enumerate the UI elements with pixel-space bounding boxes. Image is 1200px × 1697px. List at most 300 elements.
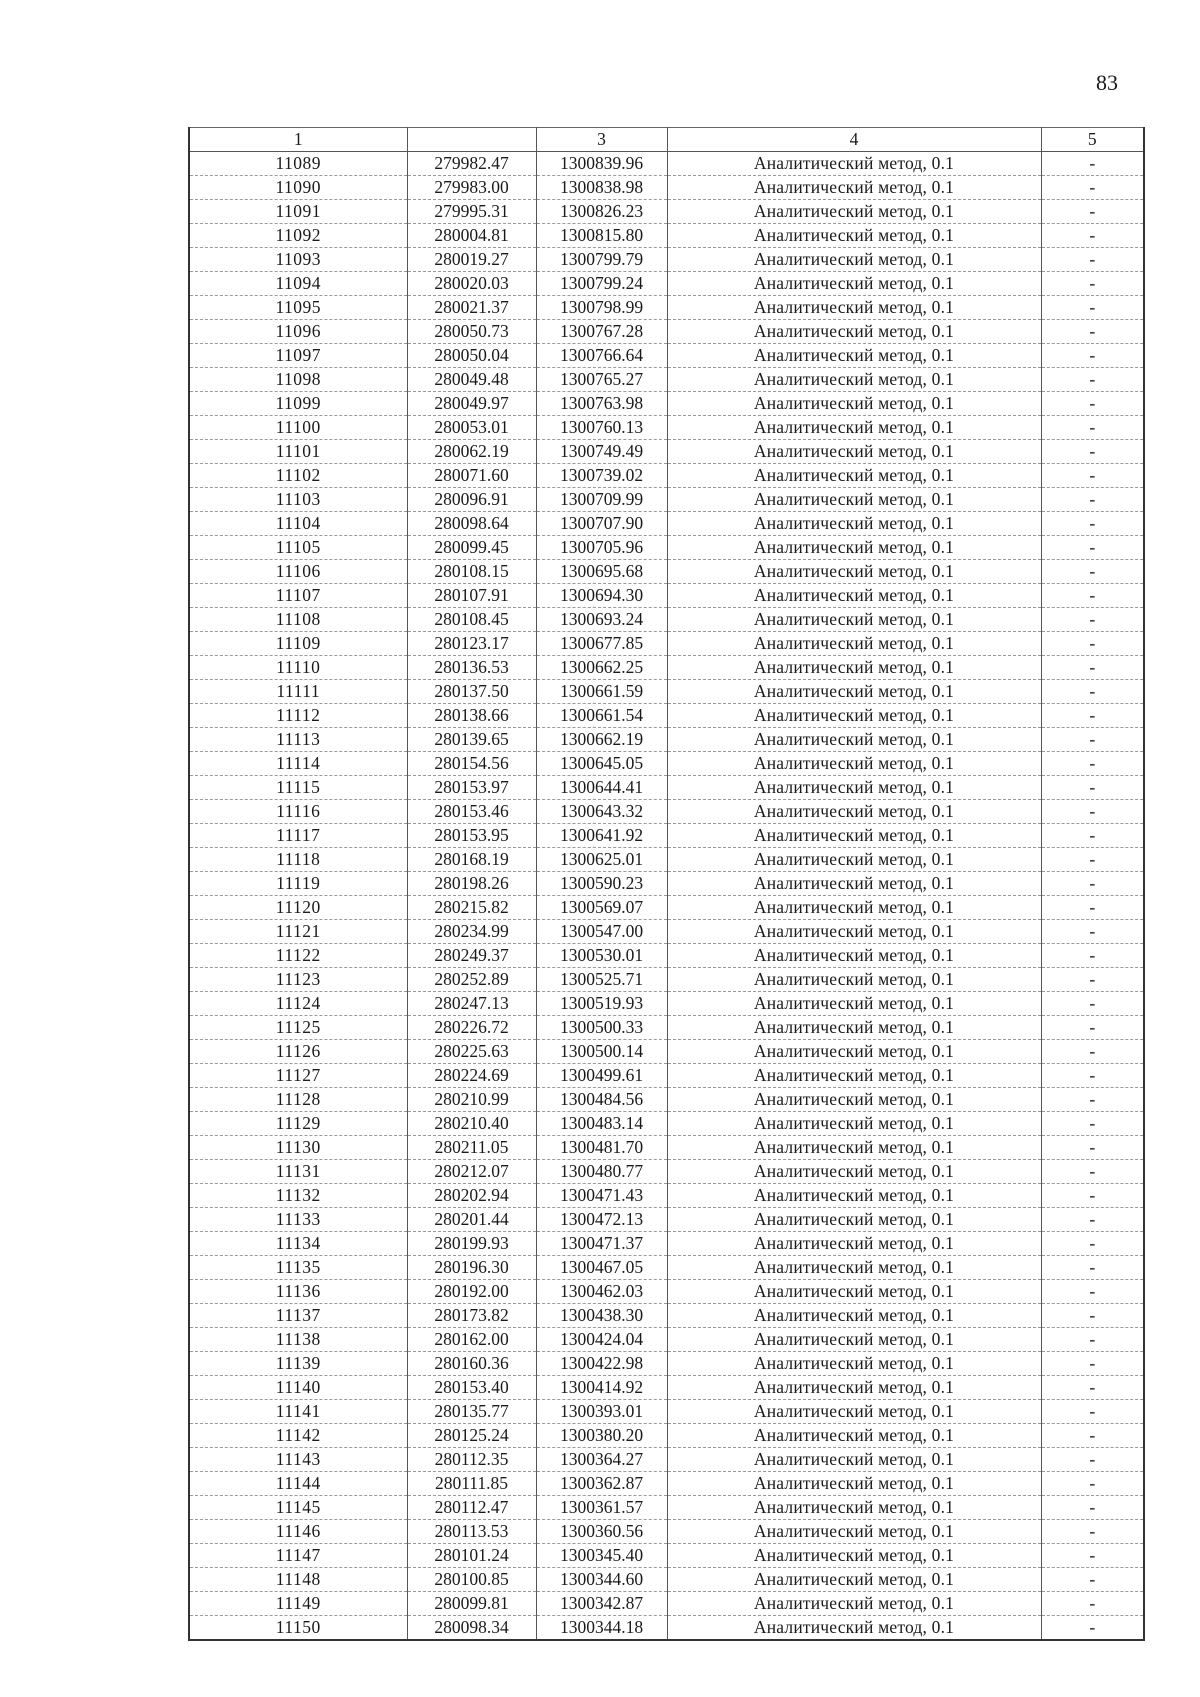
x-coordinate-cell: 280192.00	[407, 1280, 536, 1304]
x-coordinate-cell: 280153.95	[407, 824, 536, 848]
x-coordinate-cell: 279982.47	[407, 152, 536, 176]
y-coordinate-cell: 1300705.96	[536, 536, 667, 560]
y-coordinate-cell: 1300707.90	[536, 512, 667, 536]
x-coordinate-cell: 280019.27	[407, 248, 536, 272]
x-coordinate-cell: 280096.91	[407, 488, 536, 512]
y-coordinate-cell: 1300483.14	[536, 1112, 667, 1136]
y-coordinate-cell: 1300815.80	[536, 224, 667, 248]
note-cell: -	[1041, 1544, 1144, 1568]
note-cell: -	[1041, 296, 1144, 320]
point-id-cell: 11143	[189, 1448, 407, 1472]
x-coordinate-cell: 280139.65	[407, 728, 536, 752]
note-cell: -	[1041, 1112, 1144, 1136]
method-cell: Аналитический метод, 0.1	[667, 776, 1041, 800]
x-coordinate-cell: 280198.26	[407, 872, 536, 896]
table-row	[189, 536, 1144, 560]
note-cell: -	[1041, 248, 1144, 272]
method-cell: Аналитический метод, 0.1	[667, 248, 1041, 272]
point-id-cell: 11145	[189, 1496, 407, 1520]
method-cell: Аналитический метод, 0.1	[667, 896, 1041, 920]
table-row	[189, 992, 1144, 1016]
note-cell: -	[1041, 1520, 1144, 1544]
x-coordinate-cell: 280021.37	[407, 296, 536, 320]
x-coordinate-cell: 280252.89	[407, 968, 536, 992]
method-cell: Аналитический метод, 0.1	[667, 176, 1041, 200]
x-coordinate-cell: 280162.00	[407, 1328, 536, 1352]
y-coordinate-cell: 1300662.19	[536, 728, 667, 752]
table-row	[189, 800, 1144, 824]
point-id-cell: 11134	[189, 1232, 407, 1256]
table-row	[189, 1040, 1144, 1064]
y-coordinate-cell: 1300481.70	[536, 1136, 667, 1160]
y-coordinate-cell: 1300525.71	[536, 968, 667, 992]
y-coordinate-cell: 1300484.56	[536, 1088, 667, 1112]
method-cell: Аналитический метод, 0.1	[667, 1328, 1041, 1352]
method-cell: Аналитический метод, 0.1	[667, 632, 1041, 656]
table-row	[189, 1448, 1144, 1472]
method-cell: Аналитический метод, 0.1	[667, 368, 1041, 392]
y-coordinate-cell: 1300709.99	[536, 488, 667, 512]
x-coordinate-cell: 280224.69	[407, 1064, 536, 1088]
table-row	[189, 1496, 1144, 1520]
note-cell: -	[1041, 704, 1144, 728]
note-cell: -	[1041, 1424, 1144, 1448]
method-cell: Аналитический метод, 0.1	[667, 1616, 1041, 1641]
table-row	[189, 248, 1144, 272]
note-cell: -	[1041, 1304, 1144, 1328]
table-row	[189, 584, 1144, 608]
note-cell: -	[1041, 440, 1144, 464]
note-cell: -	[1041, 536, 1144, 560]
method-cell: Аналитический метод, 0.1	[667, 1040, 1041, 1064]
note-cell: -	[1041, 848, 1144, 872]
point-id-cell: 11149	[189, 1592, 407, 1616]
point-id-cell: 11111	[189, 680, 407, 704]
x-coordinate-cell: 280108.15	[407, 560, 536, 584]
x-coordinate-cell: 280111.85	[407, 1472, 536, 1496]
table-row	[189, 1088, 1144, 1112]
table-row	[189, 1568, 1144, 1592]
point-id-cell: 11150	[189, 1616, 407, 1641]
note-cell: -	[1041, 1088, 1144, 1112]
x-coordinate-cell: 280210.40	[407, 1112, 536, 1136]
method-cell: Аналитический метод, 0.1	[667, 1208, 1041, 1232]
table-row	[189, 200, 1144, 224]
y-coordinate-cell: 1300380.20	[536, 1424, 667, 1448]
method-cell: Аналитический метод, 0.1	[667, 1088, 1041, 1112]
table-row	[189, 1328, 1144, 1352]
method-cell: Аналитический метод, 0.1	[667, 1232, 1041, 1256]
method-cell: Аналитический метод, 0.1	[667, 464, 1041, 488]
note-cell: -	[1041, 272, 1144, 296]
x-coordinate-cell: 280199.93	[407, 1232, 536, 1256]
y-coordinate-cell: 1300839.96	[536, 152, 667, 176]
point-id-cell: 11136	[189, 1280, 407, 1304]
point-id-cell: 11128	[189, 1088, 407, 1112]
x-coordinate-cell: 280215.82	[407, 896, 536, 920]
method-cell: Аналитический метод, 0.1	[667, 752, 1041, 776]
y-coordinate-cell: 1300422.98	[536, 1352, 667, 1376]
point-id-cell: 11113	[189, 728, 407, 752]
point-id-cell: 11142	[189, 1424, 407, 1448]
table-row	[189, 944, 1144, 968]
y-coordinate-cell: 1300760.13	[536, 416, 667, 440]
method-cell: Аналитический метод, 0.1	[667, 1184, 1041, 1208]
x-coordinate-cell: 280123.17	[407, 632, 536, 656]
x-coordinate-cell: 280049.97	[407, 392, 536, 416]
table-row	[189, 1112, 1144, 1136]
y-coordinate-cell: 1300766.64	[536, 344, 667, 368]
method-cell: Аналитический метод, 0.1	[667, 536, 1041, 560]
x-coordinate-cell: 280173.82	[407, 1304, 536, 1328]
x-coordinate-cell: 280100.85	[407, 1568, 536, 1592]
x-coordinate-cell: 280112.35	[407, 1448, 536, 1472]
y-coordinate-cell: 1300344.60	[536, 1568, 667, 1592]
x-coordinate-cell: 280062.19	[407, 440, 536, 464]
method-cell: Аналитический метод, 0.1	[667, 224, 1041, 248]
point-id-cell: 11110	[189, 656, 407, 680]
table-row	[189, 848, 1144, 872]
x-coordinate-cell: 280050.73	[407, 320, 536, 344]
point-id-cell: 11108	[189, 608, 407, 632]
y-coordinate-cell: 1300499.61	[536, 1064, 667, 1088]
table-row	[189, 680, 1144, 704]
note-cell: -	[1041, 464, 1144, 488]
x-coordinate-cell: 280125.24	[407, 1424, 536, 1448]
y-coordinate-cell: 1300438.30	[536, 1304, 667, 1328]
method-cell: Аналитический метод, 0.1	[667, 392, 1041, 416]
point-id-cell: 11094	[189, 272, 407, 296]
table-row	[189, 176, 1144, 200]
header-col-5: 5	[1041, 128, 1144, 152]
method-cell: Аналитический метод, 0.1	[667, 608, 1041, 632]
note-cell: -	[1041, 512, 1144, 536]
y-coordinate-cell: 1300364.27	[536, 1448, 667, 1472]
point-id-cell: 11104	[189, 512, 407, 536]
note-cell: -	[1041, 1208, 1144, 1232]
method-cell: Аналитический метод, 0.1	[667, 1136, 1041, 1160]
point-id-cell: 11123	[189, 968, 407, 992]
table-row	[189, 1616, 1144, 1641]
x-coordinate-cell: 280211.05	[407, 1136, 536, 1160]
x-coordinate-cell: 280168.19	[407, 848, 536, 872]
x-coordinate-cell: 280153.40	[407, 1376, 536, 1400]
y-coordinate-cell: 1300344.18	[536, 1616, 667, 1641]
method-cell: Аналитический метод, 0.1	[667, 584, 1041, 608]
note-cell: -	[1041, 1376, 1144, 1400]
table-row	[189, 224, 1144, 248]
table-row	[189, 152, 1144, 176]
y-coordinate-cell: 1300749.49	[536, 440, 667, 464]
note-cell: -	[1041, 1184, 1144, 1208]
x-coordinate-cell: 280136.53	[407, 656, 536, 680]
note-cell: -	[1041, 1400, 1144, 1424]
y-coordinate-cell: 1300625.01	[536, 848, 667, 872]
table-row	[189, 320, 1144, 344]
table-row	[189, 896, 1144, 920]
method-cell: Аналитический метод, 0.1	[667, 872, 1041, 896]
method-cell: Аналитический метод, 0.1	[667, 1160, 1041, 1184]
y-coordinate-cell: 1300500.14	[536, 1040, 667, 1064]
note-cell: -	[1041, 488, 1144, 512]
x-coordinate-cell: 280160.36	[407, 1352, 536, 1376]
table-row	[189, 1304, 1144, 1328]
note-cell: -	[1041, 824, 1144, 848]
x-coordinate-cell: 280225.63	[407, 1040, 536, 1064]
method-cell: Аналитический метод, 0.1	[667, 848, 1041, 872]
y-coordinate-cell: 1300467.05	[536, 1256, 667, 1280]
method-cell: Аналитический метод, 0.1	[667, 1400, 1041, 1424]
table-row	[189, 920, 1144, 944]
table-row	[189, 1472, 1144, 1496]
note-cell: -	[1041, 1016, 1144, 1040]
point-id-cell: 11132	[189, 1184, 407, 1208]
method-cell: Аналитический метод, 0.1	[667, 344, 1041, 368]
table-row	[189, 1352, 1144, 1376]
table-row	[189, 752, 1144, 776]
note-cell: -	[1041, 1328, 1144, 1352]
header-col-4: 4	[667, 128, 1041, 152]
point-id-cell: 11127	[189, 1064, 407, 1088]
table-row	[189, 440, 1144, 464]
x-coordinate-cell: 280050.04	[407, 344, 536, 368]
method-cell: Аналитический метод, 0.1	[667, 1256, 1041, 1280]
point-id-cell: 11125	[189, 1016, 407, 1040]
x-coordinate-cell: 280247.13	[407, 992, 536, 1016]
y-coordinate-cell: 1300519.93	[536, 992, 667, 1016]
method-cell: Аналитический метод, 0.1	[667, 800, 1041, 824]
table-row	[189, 1400, 1144, 1424]
table-row	[189, 488, 1144, 512]
table-row	[189, 1208, 1144, 1232]
table-row	[189, 1016, 1144, 1040]
method-cell: Аналитический метод, 0.1	[667, 1352, 1041, 1376]
y-coordinate-cell: 1300569.07	[536, 896, 667, 920]
method-cell: Аналитический метод, 0.1	[667, 1016, 1041, 1040]
y-coordinate-cell: 1300342.87	[536, 1592, 667, 1616]
x-coordinate-cell: 280153.97	[407, 776, 536, 800]
y-coordinate-cell: 1300393.01	[536, 1400, 667, 1424]
table-row	[189, 608, 1144, 632]
method-cell: Аналитический метод, 0.1	[667, 680, 1041, 704]
x-coordinate-cell: 280154.56	[407, 752, 536, 776]
note-cell: -	[1041, 608, 1144, 632]
note-cell: -	[1041, 200, 1144, 224]
x-coordinate-cell: 279995.31	[407, 200, 536, 224]
method-cell: Аналитический метод, 0.1	[667, 488, 1041, 512]
note-cell: -	[1041, 728, 1144, 752]
y-coordinate-cell: 1300471.37	[536, 1232, 667, 1256]
note-cell: -	[1041, 224, 1144, 248]
y-coordinate-cell: 1300480.77	[536, 1160, 667, 1184]
y-coordinate-cell: 1300345.40	[536, 1544, 667, 1568]
x-coordinate-cell: 280107.91	[407, 584, 536, 608]
x-coordinate-cell: 280202.94	[407, 1184, 536, 1208]
table-row	[189, 1232, 1144, 1256]
table-row	[189, 560, 1144, 584]
y-coordinate-cell: 1300798.99	[536, 296, 667, 320]
note-cell: -	[1041, 392, 1144, 416]
y-coordinate-cell: 1300644.41	[536, 776, 667, 800]
x-coordinate-cell: 280112.47	[407, 1496, 536, 1520]
note-cell: -	[1041, 992, 1144, 1016]
y-coordinate-cell: 1300362.87	[536, 1472, 667, 1496]
y-coordinate-cell: 1300661.54	[536, 704, 667, 728]
note-cell: -	[1041, 1592, 1144, 1616]
point-id-cell: 11126	[189, 1040, 407, 1064]
page-number: 83	[1096, 70, 1118, 95]
method-cell: Аналитический метод, 0.1	[667, 296, 1041, 320]
note-cell: -	[1041, 656, 1144, 680]
method-cell: Аналитический метод, 0.1	[667, 992, 1041, 1016]
note-cell: -	[1041, 1352, 1144, 1376]
point-id-cell: 11112	[189, 704, 407, 728]
note-cell: -	[1041, 1136, 1144, 1160]
point-id-cell: 11117	[189, 824, 407, 848]
point-id-cell: 11095	[189, 296, 407, 320]
note-cell: -	[1041, 152, 1144, 176]
note-cell: -	[1041, 368, 1144, 392]
note-cell: -	[1041, 1040, 1144, 1064]
point-id-cell: 11109	[189, 632, 407, 656]
method-cell: Аналитический метод, 0.1	[667, 1064, 1041, 1088]
table-row	[189, 1184, 1144, 1208]
table-row	[189, 512, 1144, 536]
y-coordinate-cell: 1300641.92	[536, 824, 667, 848]
table-row	[189, 872, 1144, 896]
point-id-cell: 11144	[189, 1472, 407, 1496]
y-coordinate-cell: 1300361.57	[536, 1496, 667, 1520]
method-cell: Аналитический метод, 0.1	[667, 152, 1041, 176]
point-id-cell: 11140	[189, 1376, 407, 1400]
y-coordinate-cell: 1300360.56	[536, 1520, 667, 1544]
y-coordinate-cell: 1300677.85	[536, 632, 667, 656]
method-cell: Аналитический метод, 0.1	[667, 416, 1041, 440]
x-coordinate-cell: 280249.37	[407, 944, 536, 968]
note-cell: -	[1041, 416, 1144, 440]
point-id-cell: 11099	[189, 392, 407, 416]
table-row	[189, 368, 1144, 392]
y-coordinate-cell: 1300471.43	[536, 1184, 667, 1208]
note-cell: -	[1041, 1448, 1144, 1472]
note-cell: -	[1041, 1616, 1144, 1641]
point-id-cell: 11122	[189, 944, 407, 968]
method-cell: Аналитический метод, 0.1	[667, 920, 1041, 944]
method-cell: Аналитический метод, 0.1	[667, 1496, 1041, 1520]
point-id-cell: 11141	[189, 1400, 407, 1424]
method-cell: Аналитический метод, 0.1	[667, 1568, 1041, 1592]
table-row	[189, 272, 1144, 296]
table-row	[189, 392, 1144, 416]
x-coordinate-cell: 279983.00	[407, 176, 536, 200]
table-header-row	[189, 128, 1144, 152]
x-coordinate-cell: 280099.45	[407, 536, 536, 560]
method-cell: Аналитический метод, 0.1	[667, 1376, 1041, 1400]
method-cell: Аналитический метод, 0.1	[667, 1280, 1041, 1304]
note-cell: -	[1041, 344, 1144, 368]
x-coordinate-cell: 280098.64	[407, 512, 536, 536]
table-row	[189, 632, 1144, 656]
note-cell: -	[1041, 320, 1144, 344]
table-row	[189, 728, 1144, 752]
x-coordinate-cell: 280020.03	[407, 272, 536, 296]
note-cell: -	[1041, 1568, 1144, 1592]
note-cell: -	[1041, 1472, 1144, 1496]
point-id-cell: 11098	[189, 368, 407, 392]
note-cell: -	[1041, 1232, 1144, 1256]
x-coordinate-cell: 280234.99	[407, 920, 536, 944]
table-row	[189, 1064, 1144, 1088]
method-cell: Аналитический метод, 0.1	[667, 824, 1041, 848]
point-id-cell: 11092	[189, 224, 407, 248]
point-id-cell: 11131	[189, 1160, 407, 1184]
point-id-cell: 11130	[189, 1136, 407, 1160]
x-coordinate-cell: 280101.24	[407, 1544, 536, 1568]
method-cell: Аналитический метод, 0.1	[667, 512, 1041, 536]
note-cell: -	[1041, 632, 1144, 656]
x-coordinate-cell: 280108.45	[407, 608, 536, 632]
y-coordinate-cell: 1300472.13	[536, 1208, 667, 1232]
header-col-3: 3	[536, 128, 667, 152]
x-coordinate-cell: 280071.60	[407, 464, 536, 488]
point-id-cell: 11091	[189, 200, 407, 224]
method-cell: Аналитический метод, 0.1	[667, 320, 1041, 344]
point-id-cell: 11148	[189, 1568, 407, 1592]
y-coordinate-cell: 1300694.30	[536, 584, 667, 608]
table-row	[189, 1256, 1144, 1280]
point-id-cell: 11139	[189, 1352, 407, 1376]
x-coordinate-cell: 280135.77	[407, 1400, 536, 1424]
point-id-cell: 11137	[189, 1304, 407, 1328]
table-body	[189, 152, 1144, 1641]
y-coordinate-cell: 1300547.00	[536, 920, 667, 944]
table-row	[189, 776, 1144, 800]
point-id-cell: 11105	[189, 536, 407, 560]
x-coordinate-cell: 280053.01	[407, 416, 536, 440]
point-id-cell: 11096	[189, 320, 407, 344]
y-coordinate-cell: 1300500.33	[536, 1016, 667, 1040]
table-row	[189, 656, 1144, 680]
point-id-cell: 11089	[189, 152, 407, 176]
note-cell: -	[1041, 872, 1144, 896]
note-cell: -	[1041, 1280, 1144, 1304]
y-coordinate-cell: 1300590.23	[536, 872, 667, 896]
method-cell: Аналитический метод, 0.1	[667, 560, 1041, 584]
note-cell: -	[1041, 680, 1144, 704]
point-id-cell: 11133	[189, 1208, 407, 1232]
table-row	[189, 1544, 1144, 1568]
table-row	[189, 824, 1144, 848]
point-id-cell: 11124	[189, 992, 407, 1016]
table-row	[189, 1376, 1144, 1400]
method-cell: Аналитический метод, 0.1	[667, 1424, 1041, 1448]
y-coordinate-cell: 1300767.28	[536, 320, 667, 344]
method-cell: Аналитический метод, 0.1	[667, 1472, 1041, 1496]
x-coordinate-cell: 280212.07	[407, 1160, 536, 1184]
method-cell: Аналитический метод, 0.1	[667, 656, 1041, 680]
point-id-cell: 11097	[189, 344, 407, 368]
table-row	[189, 1136, 1144, 1160]
y-coordinate-cell: 1300765.27	[536, 368, 667, 392]
x-coordinate-cell: 280196.30	[407, 1256, 536, 1280]
table-row	[189, 704, 1144, 728]
table-row	[189, 968, 1144, 992]
point-id-cell: 11100	[189, 416, 407, 440]
note-cell: -	[1041, 896, 1144, 920]
x-coordinate-cell: 280137.50	[407, 680, 536, 704]
table-row	[189, 1424, 1144, 1448]
note-cell: -	[1041, 944, 1144, 968]
